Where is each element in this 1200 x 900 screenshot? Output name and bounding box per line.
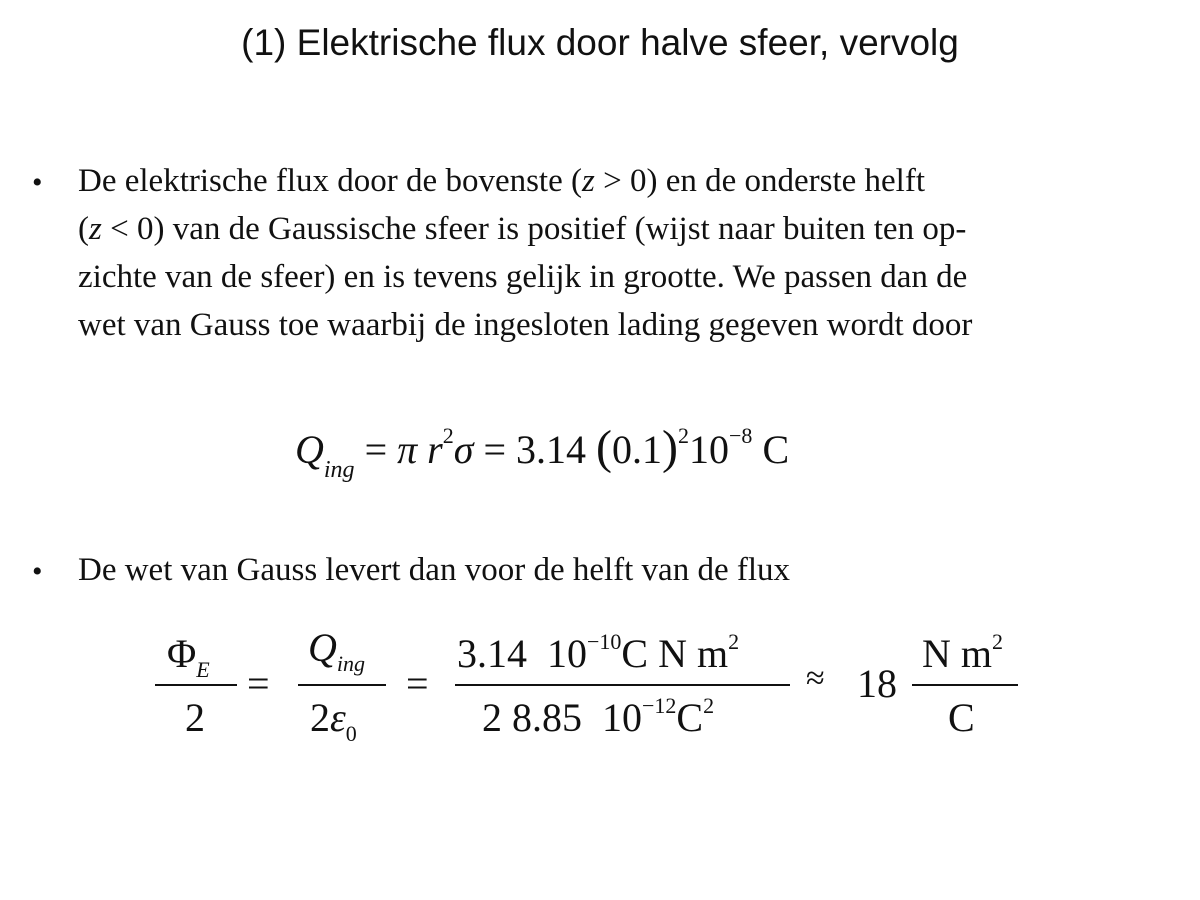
subscript-ing: ing — [323, 457, 355, 483]
text-segment: > 0) en de onderste helft — [594, 163, 926, 199]
bullet-marker: • — [32, 555, 43, 588]
superscript: 2 — [992, 629, 1003, 654]
bullet-1-line-3: zichte van de sfeer) en is tevens gelijk in grootte. We passen dan de — [78, 259, 968, 295]
fraction-2-denominator — [310, 694, 357, 746]
bullet-2-line-1: De wet van Gauss levert dan voor de helft van de flux — [78, 552, 791, 588]
fraction-3-denominator — [482, 694, 714, 741]
bullet-1-line-1 — [78, 163, 925, 200]
subscript-0: 0 — [345, 721, 357, 746]
number-value: 8.85 — [512, 695, 582, 740]
exponent: −12 — [642, 693, 677, 718]
symbol-Q: Q — [308, 625, 337, 670]
exponent: −8 — [729, 423, 753, 448]
unit-text: N m — [922, 631, 992, 676]
symbol-sigma: σ — [453, 427, 474, 472]
unit-text: C — [676, 695, 704, 740]
exponent: −10 — [587, 629, 622, 654]
superscript: 2 — [678, 423, 690, 448]
fraction-3-numerator — [457, 630, 739, 677]
equation-enclosed-charge — [295, 420, 790, 483]
bullet-1-line-4: wet van Gauss toe waarbij de ingesloten lading gegeven wordt door — [78, 307, 973, 343]
fraction-2-bar — [298, 684, 386, 686]
number-value: 3.14 — [516, 427, 587, 472]
symbol-pi: π — [397, 427, 418, 472]
fraction-4-denominator: C — [948, 695, 975, 740]
fraction-4-bar — [912, 684, 1018, 686]
equals-sign: = — [483, 427, 507, 472]
number-value: 3.14 — [457, 631, 527, 676]
unit-coulomb: C — [762, 427, 790, 472]
fraction-2-numerator — [308, 624, 366, 676]
superscript: 2 — [703, 693, 715, 718]
symbol-Q: Q — [295, 427, 324, 472]
approx-sign: ≈ — [806, 660, 825, 697]
number-base: 10 — [547, 631, 587, 676]
variable-z: z — [582, 163, 595, 199]
number-value: 2 — [310, 695, 330, 740]
text-segment: < 0) van de Gaussische sfeer is positief (wijst naar buiten ten op- — [101, 211, 967, 247]
fraction-3-bar — [455, 684, 790, 686]
symbol-r: r — [427, 427, 443, 472]
result-value: 18 — [857, 661, 897, 706]
equals-sign: = — [364, 427, 388, 472]
fraction-1-bar — [155, 684, 237, 686]
number-base: 10 — [689, 427, 730, 472]
fraction-4-numerator — [922, 630, 1003, 677]
subscript-E: E — [196, 657, 210, 682]
number-value: 2 — [482, 695, 502, 740]
bullet-1-line-2 — [78, 211, 966, 248]
equals-sign: = — [406, 661, 429, 706]
bullet-marker: • — [32, 166, 43, 199]
fraction-1-denominator: 2 — [185, 695, 205, 740]
subscript-ing: ing — [336, 651, 366, 676]
paren-open: ( — [596, 421, 613, 474]
number-value: 0.1 — [612, 427, 663, 472]
equals-sign: = — [247, 661, 270, 706]
superscript: 2 — [442, 423, 454, 448]
text-segment: De elektrische flux door de bovenste ( — [78, 163, 582, 199]
symbol-phi: Φ — [167, 631, 197, 676]
symbol-epsilon: ε — [330, 695, 346, 740]
text-segment: ( — [78, 211, 89, 247]
number-base: 10 — [602, 695, 642, 740]
variable-z: z — [89, 211, 102, 247]
fraction-1-numerator — [167, 630, 210, 682]
superscript: 2 — [728, 629, 740, 654]
paren-close: ) — [662, 421, 679, 474]
unit-text: C N m — [621, 631, 729, 676]
slide-title: (1) Elektrische flux door halve sfeer, vervolg — [241, 22, 959, 63]
